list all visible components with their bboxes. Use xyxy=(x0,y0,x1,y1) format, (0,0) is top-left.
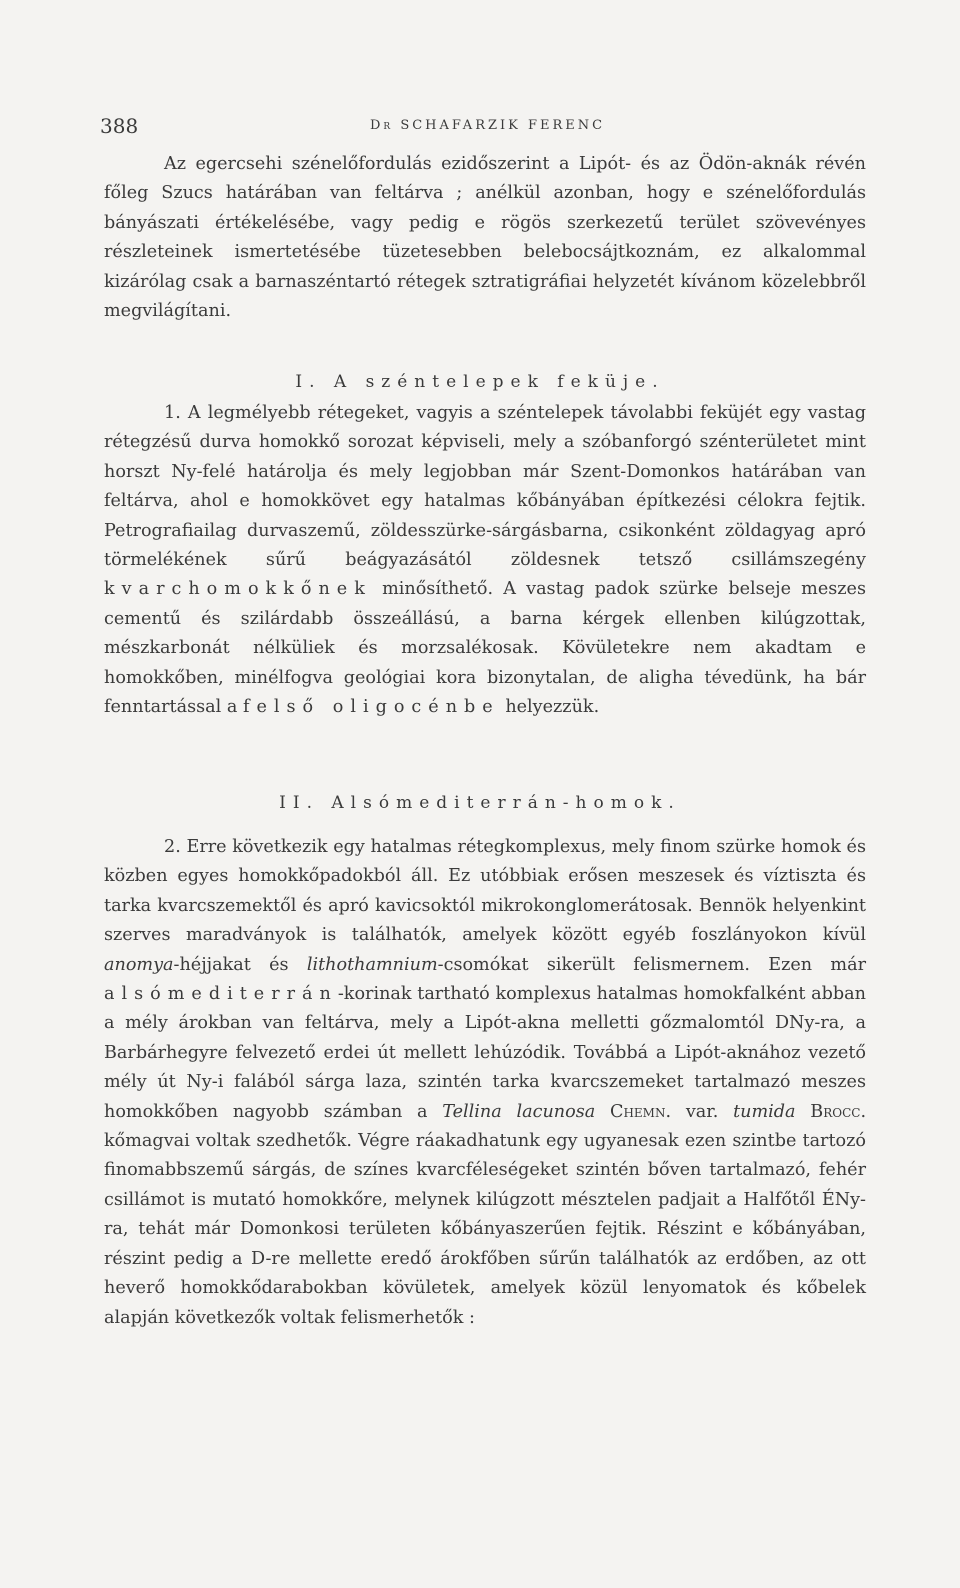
p2-part3: helyezzük. xyxy=(505,697,600,718)
paragraph-2-text xyxy=(104,399,866,722)
p2-part1: 1. A legmélyebb rétegeket, vagyis a széntelepek távolabbi feküjét egy vastag rétegzésű durva homokkő sorozat képviseli, mely a szóbanforgó szénterületet mint horszt Ny-felé határolja és mely legjobban már Szent-Domonkos határában van feltárva, ahol e homokkövet egy hatalmas kőbányában építkezési célokra fejtik. Petrografiailag durvaszemű, zöldesszürke-sárgásbarna, csikonként zöldagyag apró törmelékének sűrű beágyazásától zöldesnek tetsző csillámszegény xyxy=(104,403,866,571)
paragraph-1-text: Az egercsehi szénelőfordulás ezidőszerint a Lipót- és az Ödön-aknák révén főleg Szucs határában van feltárva ; anélkül azonban, hogy e szénelőfordulás bányászati értékelésébe, vagy pedig e rögös szerkezetű terület szövevényes részleteinek ismertetésébe tüzetesebben belebocsájtkoznám, ez alkalommal kizárólag csak a barnaszéntartó rétegek sztratigráfiai helyzetét kívánom közelebbről megvilágítani. xyxy=(104,154,866,322)
running-head: Dr SCHAFARZIK FERENC xyxy=(370,118,606,133)
p3-part3: -csomókat sikerült felismernem. Ezen már xyxy=(437,954,867,975)
author-brocc: Brocc. xyxy=(810,1101,867,1122)
p3-part1: 2. Erre következik egy hatalmas rétegkomplexus, mely finom szürke homok és közben egyes homokkőpadokból áll. Ez utóbbiak erősen meszesek és víztiszta és tarka kvarcszemektől és apró kavicsoktól mikrokonglomerátosak. Bennök helyenkint szerves maradványok is találhatók, amelyek között egyéb foszlányokon kívül xyxy=(104,837,866,946)
fossil-anomya: anomya xyxy=(104,954,174,975)
paragraph-section-1 xyxy=(104,399,866,722)
term-alsomediterran: alsómediterrán xyxy=(104,984,338,1005)
fossil-tumida: tumida xyxy=(733,1101,796,1122)
paragraph-3-text xyxy=(104,833,866,1333)
term-kvarchomokko: kvarchomokkőnek xyxy=(104,579,372,600)
section-heading-1: I. A széntelepek feküje. xyxy=(295,372,665,392)
page-number: 388 xyxy=(100,114,139,138)
p2-part2: minősíthető. A vastag padok szürke belseje meszes cementű és szilárdabb összeállású, a barna kérgek ellenben kilúgzottak, mészkarbonát nélküliek és morzsalékosak. Kövületekre nem akadtam e homokkőben, minélfogva geológiai kora bizonytalan, de aligha tévedünk, ha bár fenntartással a xyxy=(104,579,867,718)
p3-part5: var. xyxy=(685,1101,719,1122)
author-chemn: Chemn. xyxy=(609,1101,672,1122)
fossil-tellina-lacunosa: Tellina lacunosa xyxy=(442,1101,596,1122)
paragraph-intro xyxy=(104,150,866,326)
page-header xyxy=(0,108,960,138)
p3-part4: -korinak tartható komplexus hatalmas homokfalként abban a mély árokban van feltárva, mely a Lipót-akna melletti gőzmalomtól DNy-ra, a Barbárhegyre felvezető erdei út mellett lehúzódik. Továbbá a Lipót-aknához vezető mély út Ny-i falából sárga laza, szintén tarka kvarcszemeket tartalmazó meszes homokkőben nagyobb számban a xyxy=(104,984,866,1122)
p3-part2: -héjjakat és xyxy=(173,954,289,975)
fossil-lithothamnium: lithothamnium xyxy=(306,954,438,975)
paragraph-section-2 xyxy=(104,833,866,1333)
section-heading-2: II. Alsómediterrán-homok. xyxy=(279,793,681,813)
term-felso-oligocen: felső oligocénbe xyxy=(242,697,500,718)
p3-part6: kőmagvai voltak szedhetők. Végre ráakadhatunk egy ugyanesak ezen szintbe tartozó finomabbszemű sárgás, de színes kvarcféleségeket szintén bőven tartalmazó, fehér csillámot is mutató homokkőre, melynek kilúgzott mésztelen padjait a Halfőtől ÉNy-ra, tehát már Domonkosi területen kőbányaszerűen fejtik. Részint e kőbányában, részint pedig a D-re mellette eredő árokfőben sűrűn találhatók az erdőben, az ott heverő homokkődarabokban kövületek, amelyek közül lenyomatok és kőbelek alapján következők voltak felismerhetők : xyxy=(104,1131,866,1328)
